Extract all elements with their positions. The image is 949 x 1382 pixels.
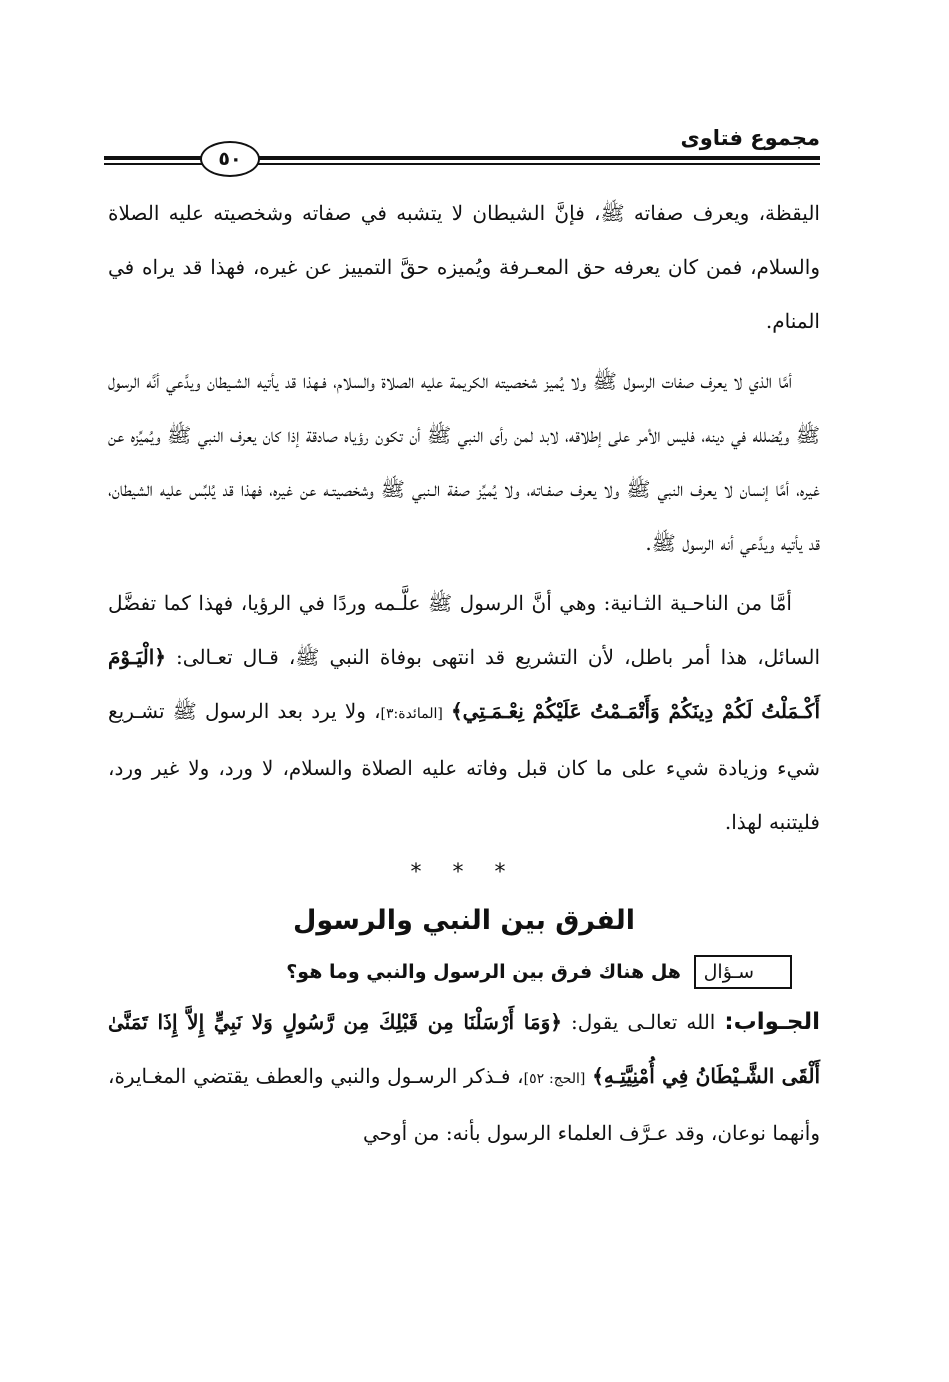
section-heading: الفرق بين النبي والرسول: [292, 905, 636, 936]
answer-intro: الله تعالـى يقول:: [571, 1010, 716, 1034]
question-text: هل هناك فرق بين الرسول والنبي وما هو؟: [286, 961, 681, 983]
running-header: [104, 126, 820, 176]
book-title: مجموع فتاوى: [680, 126, 820, 150]
paragraph-3-continuation: ، ولا يرد بعد الرسول ﷺ تشـريع شيء وزيادة شيء على ما كان قبل وفاته عليه الصلاة والسلام، لا ورد، ولا غير ورد، فليتنبه لهذا.: [108, 699, 820, 834]
paragraph-1: اليقظة، ويعرف صفاته ﷺ، فإنَّ الشيطان لا يتشبه في صفاته وشخصيته عليه الصلاة والسلام، فمن كان يعرفه حق المعـرفة ويُميزه حقَّ التمييز عن غيره، فهذا قد يراه في المنام.: [108, 201, 820, 333]
quran-verse-maidah: ﴿الْيَـوْمَ أَكْـمَلْتُ لَكُمْ دِينَكُمْ وَأَتْمَـمْتُ عَلَيْكُمْ نِعْـمَـتِي﴾: [108, 645, 820, 723]
paragraph-3-intro: أمَّا من الناحـية الثـانية: وهي أنَّ الرسول ﷺ علَّـمه وردًا في الرؤيا، فهذا كما تفضَّل السائل، هذا أمر باطل، لأن التشريع قد انتهى بوفاة النبي ﷺ، قـال تعـالى:: [108, 591, 821, 669]
answer-label: الجـواب:: [724, 1009, 820, 1035]
page-number: ٥٠: [200, 141, 260, 177]
paragraph-3: [108, 576, 820, 849]
question-line: [108, 949, 820, 995]
verse-reference-maidah: [المائدة:٣]: [380, 706, 443, 722]
page-body: [108, 186, 820, 1160]
quran-verse-hajj: ﴿وَمَا أَرْسَلْنَا مِن قَبْلِكَ مِن رَّسُولٍ وَلا نَبِيٍّ إِلاَّ إِذَا تَمَنَّىٰ أَلْقَى الشَّـيْطَانُ فِي أُمْنِيَّتِـهِ﴾: [108, 1010, 821, 1088]
paragraph-2: أمَّا الذي لا يعرف صفات الرسول ﷺ ولا يُميز شخصيته الكريمة عليه الصلاة والسلام، فـهذا قد يأتيه الشـيطان ويدَّعي أنَّه الرسول ﷺ ويُضلله في دينه، فليس الأمر على إطلاقه، لابد لمن رأى النبي ﷺ أن تكون رؤياه صادقة إذا كان يعرف النبي ﷺ ويُميِّزه عن غيره، أمَّا إنسان لا يعرف النبي ﷺ ولا يعرف صفـاته، ولا يُميِّز صفة الـنبي ﷺ وشخصيتـه عن غيره، فهذا قد يُلبِّس عليه الشيطان، قد يأتيه ويدَّعي أنه الرسول ﷺ.: [108, 369, 821, 555]
verse-reference-hajj: [الحج: ٥٢]: [523, 1071, 586, 1087]
answer-paragraph: [108, 995, 820, 1160]
answer-continuation: ، فـذكر الرسـول والنبي والعطف يقتضي المغـايرة، وأنهما نوعان، وقد عـرَّف العلماء الرسول بأنه: من أوحي: [108, 1064, 820, 1145]
section-separator: * * *: [410, 860, 518, 885]
question-label-box: سـؤال: [694, 955, 792, 989]
